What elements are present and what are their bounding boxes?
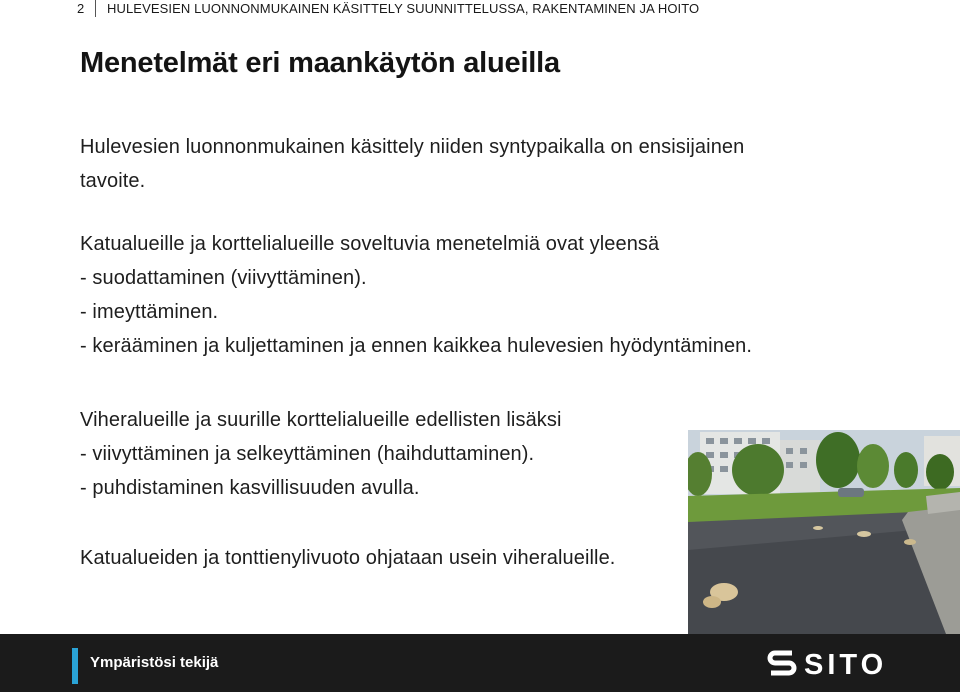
header-divider xyxy=(95,0,96,17)
list-item: - suodattaminen (viivyttäminen). xyxy=(80,267,367,289)
list-item: - viivyttäminen ja selkeyttäminen (haihduttaminen). xyxy=(80,443,535,465)
paragraph-overflow xyxy=(80,541,615,575)
page-number: 2 xyxy=(77,1,85,16)
paragraph-green-areas xyxy=(80,403,562,505)
footer-slogan: Ympäristösi tekijä xyxy=(90,654,219,671)
page-header xyxy=(0,0,960,22)
paragraph-goal xyxy=(80,130,744,198)
logo-text: SITO xyxy=(804,649,888,681)
stormwater-photo xyxy=(688,430,960,634)
footer-bar xyxy=(0,634,960,692)
footer-accent-bar xyxy=(72,648,78,684)
paragraph-street-areas xyxy=(80,227,752,363)
text-line: Katualueille ja korttelialueille soveltuvia menetelmiä ovat yleensä xyxy=(80,233,660,255)
header-title: HULEVESIEN LUONNONMUKAINEN KÄSITTELY SUUNNITTELUSSA, RAKENTAMINEN JA HOITO xyxy=(107,1,700,16)
text-line: tavoite. xyxy=(80,170,146,192)
list-item: - puhdistaminen kasvillisuuden avulla. xyxy=(80,477,420,499)
text-line: Katualueiden ja tonttienylivuoto ohjataan usein viheralueille. xyxy=(80,547,616,569)
sito-logo xyxy=(766,648,896,680)
text-line: Hulevesien luonnonmukainen käsittely niiden syntypaikalla on ensisijainen xyxy=(80,136,745,158)
slide-title: Menetelmät eri maankäytön alueilla xyxy=(80,47,560,79)
list-item: - imeyttäminen. xyxy=(80,301,219,323)
text-line: Viheralueille ja suurille korttelialueille edellisten lisäksi xyxy=(80,409,562,431)
list-item: - kerääminen ja kuljettaminen ja ennen kaikkea hulevesien hyödyntäminen. xyxy=(80,335,753,357)
sito-logo-icon xyxy=(766,648,798,680)
